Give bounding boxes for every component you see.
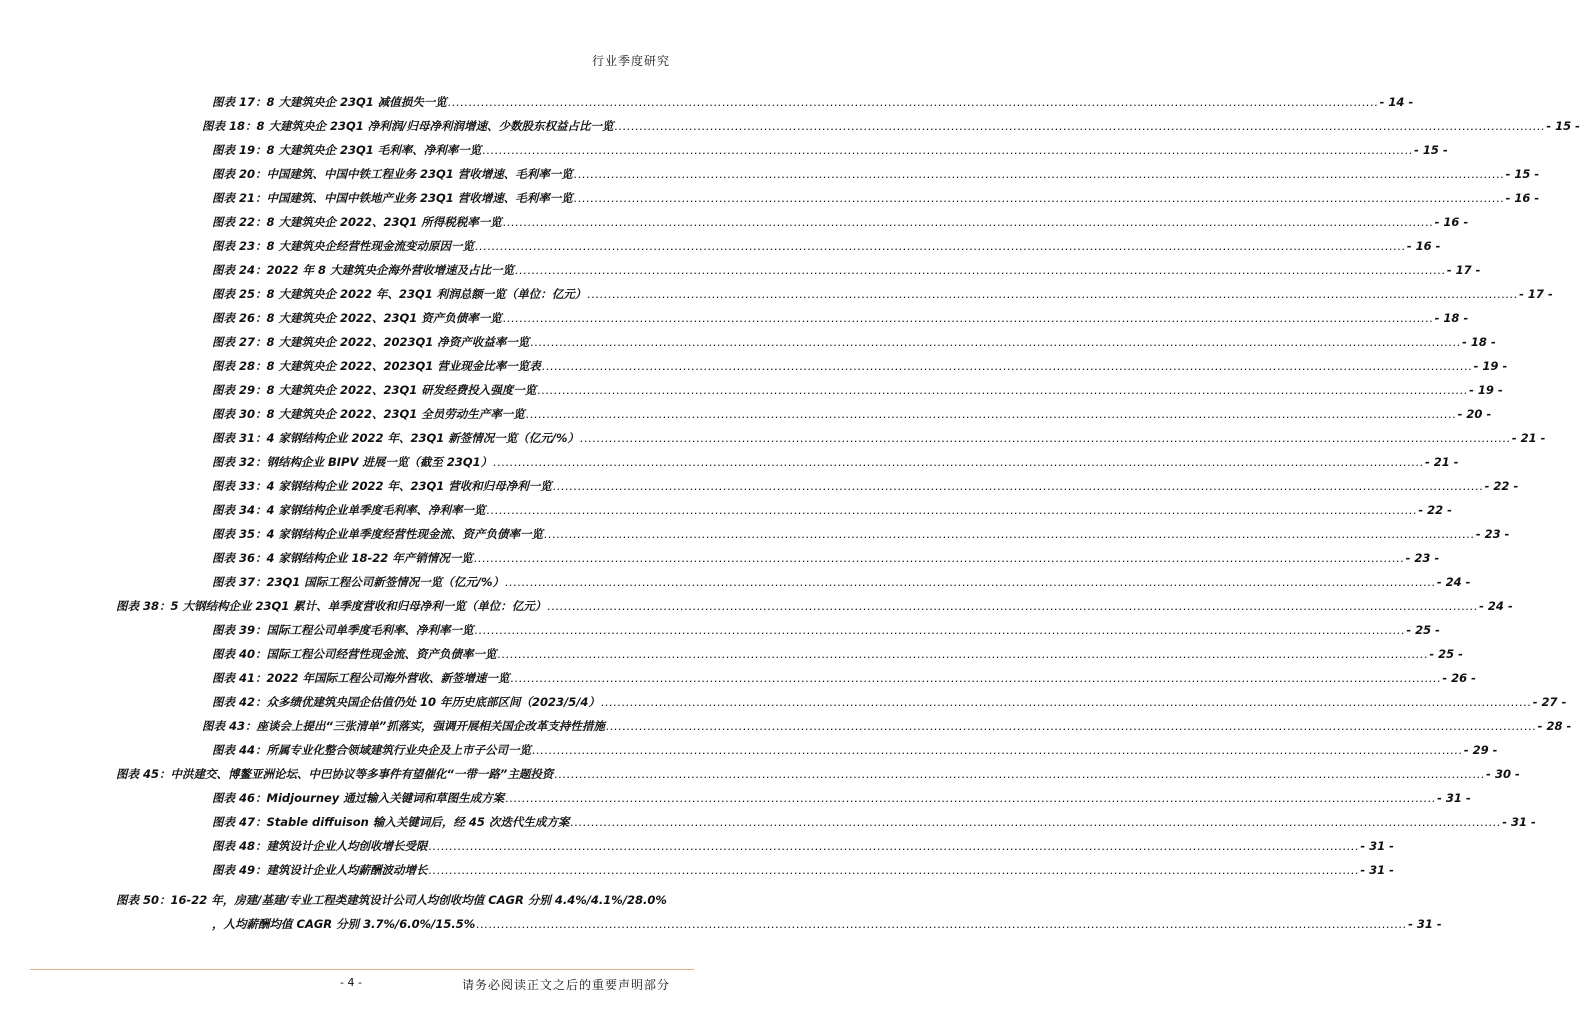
toc-entry-page: - 22 - bbox=[1484, 479, 1519, 493]
toc-leader-dots bbox=[574, 191, 1505, 205]
toc-leader-dots bbox=[429, 863, 1360, 877]
toc-entry[interactable] bbox=[212, 814, 1536, 830]
toc-entry-page: - 30 - bbox=[1486, 767, 1520, 781]
toc-entry-page: - 18 - bbox=[1434, 311, 1469, 325]
toc-entry[interactable] bbox=[212, 358, 1508, 374]
toc-entry[interactable] bbox=[212, 622, 1440, 638]
toc-entry-title: 图表 47：Stable diffuison 输入关键词后，经 45 次迭代生成方案 bbox=[212, 815, 570, 829]
toc-entry-page: - 25 - bbox=[1429, 647, 1463, 661]
toc-entry-title: 图表 25：8 大建筑央企 2022 年、23Q1 利润总额一览（单位：亿元） bbox=[212, 287, 587, 301]
toc-leader-dots bbox=[476, 917, 1407, 931]
toc-entry-page: - 26 - bbox=[1442, 671, 1476, 685]
toc-leader-dots bbox=[475, 623, 1406, 637]
toc-entry[interactable] bbox=[116, 766, 1520, 782]
toc-entry-title: 图表 37：23Q1 国际工程公司新签情况一览（亿元/%） bbox=[212, 575, 505, 589]
toc-entry-page: - 25 - bbox=[1406, 623, 1440, 637]
toc-leader-dots bbox=[587, 287, 1518, 301]
toc-entry-title: 图表 18：8 大建筑央企 23Q1 净利润/归母净利润增速、少数股东权益占比一览 bbox=[202, 119, 614, 133]
toc-entry[interactable] bbox=[116, 892, 672, 908]
toc-entry[interactable] bbox=[212, 310, 1469, 326]
toc-entry-title: 图表 49：建筑设计企业人均薪酬波动增长 bbox=[212, 863, 428, 877]
toc-entry-title: 图表 23：8 大建筑央企经营性现金流变动原因一览 bbox=[212, 239, 475, 253]
toc-entry[interactable] bbox=[212, 166, 1540, 182]
header-category: 行业季度研究 bbox=[591, 54, 670, 68]
toc-entry[interactable] bbox=[212, 670, 1476, 686]
toc-entry[interactable] bbox=[202, 118, 1580, 134]
toc-entry-title: 图表 17：8 大建筑央企 23Q1 减值损失一览 bbox=[212, 95, 447, 109]
toc-entry-page: - 19 - bbox=[1473, 359, 1508, 373]
toc-entry-title: 图表 41：2022 年国际工程公司海外营收、新签增速一览 bbox=[212, 671, 510, 685]
toc-entry-title: 图表 40：国际工程公司经营性现金流、资产负债率一览 bbox=[212, 647, 497, 661]
page-number: - 4 - bbox=[340, 976, 362, 989]
toc-entry-page: - 24 - bbox=[1479, 599, 1513, 613]
toc-entry-title: 图表 29：8 大建筑央企 2022、23Q1 研发经费投入强度一览 bbox=[212, 383, 537, 397]
toc-entry-title: 图表 36：4 家钢结构企业 18-22 年产销情况一览 bbox=[212, 551, 473, 565]
toc-entry[interactable] bbox=[116, 598, 1513, 614]
footer-disclaimer: 请务必阅读正文之后的重要声明部分 bbox=[461, 978, 670, 992]
toc-entry-title: 图表 44：所属专业化整合领域建筑行业央企及上市子公司一览 bbox=[212, 743, 532, 757]
toc-entry-page: - 19 - bbox=[1469, 383, 1503, 397]
toc-entry-title: 图表 42：众多绩优建筑央国企估值仍处 10 年历史底部区间（2023/5/4） bbox=[212, 695, 600, 709]
toc-leader-dots bbox=[503, 215, 1434, 229]
toc-entry-title: 图表 21：中国建筑、中国中铁地产业务 23Q1 营收增速、毛利率一览 bbox=[212, 191, 573, 205]
toc-leader-dots bbox=[511, 671, 1442, 685]
toc-entry-page: - 24 - bbox=[1436, 575, 1471, 589]
toc-leader-dots bbox=[542, 359, 1473, 373]
toc-leader-dots bbox=[615, 119, 1546, 133]
footer-divider bbox=[30, 969, 694, 970]
toc-entry[interactable] bbox=[212, 334, 1496, 350]
toc-entry-page: - 27 - bbox=[1532, 695, 1567, 709]
toc-leader-dots bbox=[498, 647, 1429, 661]
toc-entry-title: 图表 45：中洪建交、博鳌亚洲论坛、中巴协议等多事件有望催化“一带一路”主题投资 bbox=[116, 767, 554, 781]
toc-entry[interactable] bbox=[212, 646, 1463, 662]
toc-entry[interactable] bbox=[212, 862, 1394, 878]
toc-leader-dots bbox=[526, 407, 1457, 421]
toc-entry[interactable] bbox=[212, 190, 1540, 206]
toc-entry-page: - 17 - bbox=[1446, 263, 1481, 277]
toc-leader-dots bbox=[505, 791, 1436, 805]
toc-entry-title: 图表 28：8 大建筑央企 2022、2023Q1 营业现金比率一览表 bbox=[212, 359, 541, 373]
toc-entry-page: - 28 - bbox=[1537, 719, 1572, 733]
toc-leader-dots bbox=[505, 575, 1436, 589]
toc-entry-page: - 31 - bbox=[1408, 917, 1442, 931]
toc-leader-dots bbox=[429, 839, 1360, 853]
toc-entry-page: - 16 - bbox=[1434, 215, 1469, 229]
toc-entry-page: - 23 - bbox=[1475, 527, 1510, 541]
toc-entry[interactable] bbox=[212, 478, 1519, 494]
toc-entry-title: 图表 30：8 大建筑央企 2022、23Q1 全员劳动生产率一览 bbox=[212, 407, 525, 421]
toc-entry-title: 图表 35：4 家钢结构企业单季度经营性现金流、资产负债率一览 bbox=[212, 527, 544, 541]
toc-entry-page: - 15 - bbox=[1546, 119, 1580, 133]
toc-leader-dots bbox=[493, 455, 1424, 469]
toc-entry-page: - 16 - bbox=[1505, 191, 1540, 205]
toc-leader-dots bbox=[601, 695, 1532, 709]
toc-leader-dots bbox=[547, 599, 1478, 613]
toc-entry[interactable] bbox=[212, 502, 1452, 518]
toc-leader-dots bbox=[487, 503, 1418, 517]
toc-entry-page: - 21 - bbox=[1511, 431, 1546, 445]
toc-leader-dots bbox=[503, 311, 1434, 325]
toc-entry-title: 图表 31：4 家钢结构企业 2022 年、23Q1 新签情况一览（亿元/%） bbox=[212, 431, 580, 445]
toc-entry[interactable] bbox=[212, 238, 1441, 254]
toc-entry-page: - 17 - bbox=[1519, 287, 1553, 301]
toc-entry[interactable] bbox=[212, 694, 1567, 710]
toc-entry-title: 图表 43：座谈会上提出“三张清单”抓落实，强调开展相关国企改革支持性措施 bbox=[202, 719, 605, 733]
toc-entry-page: - 23 - bbox=[1405, 551, 1440, 565]
toc-entry-page: - 15 - bbox=[1505, 167, 1540, 181]
toc-leader-dots bbox=[544, 527, 1475, 541]
toc-entry-title: 图表 39：国际工程公司单季度毛利率、净利率一览 bbox=[212, 623, 474, 637]
toc-entry[interactable] bbox=[212, 742, 1498, 758]
toc-leader-dots bbox=[532, 743, 1463, 757]
toc-leader-dots bbox=[553, 479, 1484, 493]
toc-entry-title: 图表 46：Midjourney 通过输入关键词和草图生成方案 bbox=[212, 791, 505, 805]
toc-entry-title: 图表 27：8 大建筑央企 2022、2023Q1 净资产收益率一览 bbox=[212, 335, 530, 349]
toc-entry-title: 图表 48：建筑设计企业人均创收增长受限 bbox=[212, 839, 428, 853]
toc-entry-continuation[interactable] bbox=[212, 916, 1442, 932]
toc-entry-page: - 16 - bbox=[1406, 239, 1441, 253]
toc-entry-page: - 21 - bbox=[1425, 455, 1459, 469]
toc-entry[interactable] bbox=[212, 430, 1546, 446]
toc-entry[interactable] bbox=[202, 718, 1572, 734]
toc-entry-page: - 29 - bbox=[1463, 743, 1498, 757]
toc-leader-dots bbox=[580, 431, 1511, 445]
toc-entry[interactable] bbox=[212, 142, 1448, 158]
toc-leader-dots bbox=[537, 383, 1468, 397]
toc-leader-dots bbox=[530, 335, 1461, 349]
toc-entry[interactable] bbox=[212, 214, 1469, 230]
toc-leader-dots bbox=[574, 167, 1505, 181]
toc-entry[interactable] bbox=[212, 94, 1414, 110]
toc-entry[interactable] bbox=[212, 526, 1510, 542]
toc-entry-page: - 31 - bbox=[1360, 839, 1394, 853]
toc-entry[interactable] bbox=[212, 838, 1394, 854]
toc-entry[interactable] bbox=[212, 262, 1481, 278]
toc-entry[interactable] bbox=[212, 790, 1471, 806]
toc-entry[interactable] bbox=[212, 406, 1492, 422]
toc-entry-title: 图表 34：4 家钢结构企业单季度毛利率、净利率一览 bbox=[212, 503, 486, 517]
toc-entry-title: 图表 24：2022 年 8 大建筑央企海外营收增速及占比一览 bbox=[212, 263, 515, 277]
toc-entry[interactable] bbox=[212, 382, 1503, 398]
toc-entry-title: 图表 50：16-22 年，房建/基建/专业工程类建筑设计公司人均创收均值 CAGR 分别 4.4%/4.1%/28.0% bbox=[116, 893, 667, 907]
toc-entry[interactable] bbox=[212, 550, 1440, 566]
toc-leader-dots bbox=[474, 551, 1405, 565]
toc-leader-dots bbox=[482, 143, 1413, 157]
toc-entry-title: 图表 38：5 大钢结构企业 23Q1 累计、单季度营收和归母净利一览（单位：亿元） bbox=[116, 599, 547, 613]
toc-entry-page: - 18 - bbox=[1462, 335, 1496, 349]
toc-entry-title: 图表 32：钢结构企业 BIPV 进展一览（截至 23Q1） bbox=[212, 455, 493, 469]
toc-entry-page: - 22 - bbox=[1418, 503, 1452, 517]
toc-entry-page: - 31 - bbox=[1502, 815, 1536, 829]
toc-leader-dots bbox=[570, 815, 1501, 829]
toc-entry-title: 图表 33：4 家钢结构企业 2022 年、23Q1 营收和归母净利一览 bbox=[212, 479, 552, 493]
toc-entry-page: - 14 - bbox=[1379, 95, 1414, 109]
toc-entry-title: ，人均薪酬均值 CAGR 分别 3.7%/6.0%/15.5% bbox=[212, 917, 476, 931]
toc-leader-dots bbox=[448, 95, 1379, 109]
toc-entry-page: - 31 - bbox=[1437, 791, 1471, 805]
toc-entry-page: - 31 - bbox=[1360, 863, 1394, 877]
toc-entry-title: 图表 26：8 大建筑央企 2022、23Q1 资产负债率一览 bbox=[212, 311, 502, 325]
toc-entry[interactable] bbox=[212, 574, 1471, 590]
toc-leader-dots bbox=[515, 263, 1446, 277]
toc-entry-page: - 20 - bbox=[1457, 407, 1492, 421]
toc-entry[interactable] bbox=[212, 286, 1553, 302]
toc-leader-dots bbox=[554, 767, 1485, 781]
toc-entry-title: 图表 20：中国建筑、中国中铁工程业务 23Q1 营收增速、毛利率一览 bbox=[212, 167, 573, 181]
toc-leader-dots bbox=[475, 239, 1406, 253]
toc-entry-title: 图表 19：8 大建筑央企 23Q1 毛利率、净利率一览 bbox=[212, 143, 482, 157]
toc-entry-title: 图表 22：8 大建筑央企 2022、23Q1 所得税税率一览 bbox=[212, 215, 502, 229]
toc-entry-page: - 15 - bbox=[1414, 143, 1448, 157]
toc-leader-dots bbox=[606, 719, 1537, 733]
toc-entry[interactable] bbox=[212, 454, 1459, 470]
